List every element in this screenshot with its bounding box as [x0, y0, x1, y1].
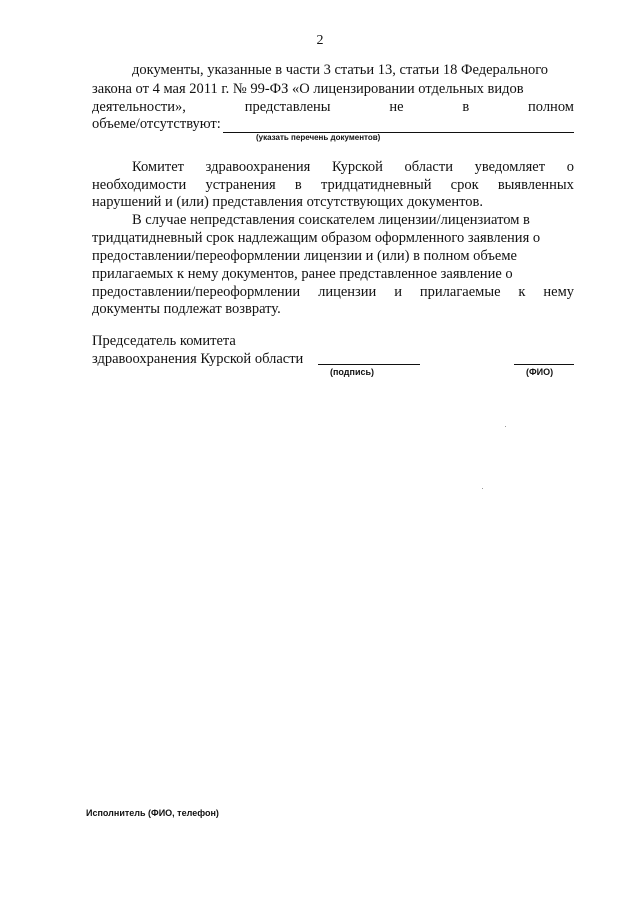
paragraph1-line3: [92, 98, 574, 116]
word: лицензии: [318, 284, 377, 300]
documents-field: [92, 115, 574, 133]
scan-speck: [482, 488, 483, 489]
name-blank-line[interactable]: [514, 364, 574, 365]
documents-blank-line[interactable]: [223, 118, 574, 133]
word: прилагаемые: [419, 284, 501, 300]
word: представлены: [244, 99, 331, 115]
word: необходимости: [92, 177, 187, 193]
paragraph2-line3: нарушений и (или) представления отсутствующих документов.: [92, 194, 483, 210]
page-number: 2: [316, 33, 324, 48]
text: закона от 4 мая 2011 г. № 99-ФЗ «О лицензировании отдельных видов: [92, 81, 524, 97]
word: о: [566, 159, 574, 175]
signature-caption: (подпись): [330, 367, 375, 377]
signer-title-line1: Председатель комитета: [92, 333, 236, 349]
word: в: [294, 177, 302, 193]
word: выявленных: [497, 177, 574, 193]
signer-title-line2: здравоохранения Курской области: [92, 351, 304, 367]
word: здравоохранения: [205, 159, 311, 175]
word: устранения: [205, 177, 276, 193]
word: в: [462, 99, 470, 115]
word: к: [518, 284, 526, 300]
word: нему: [543, 284, 574, 300]
paragraph3-line1: В случае непредставления соискателем лицензии/лицензиатом в: [132, 212, 530, 228]
word: полном: [528, 99, 574, 115]
paragraph3-line2: тридцатидневный срок надлежащим образом оформленного заявления о: [92, 230, 541, 246]
scan-speck: [505, 426, 506, 427]
documents-hint: (указать перечень документов): [256, 133, 381, 142]
executor-footer: Исполнитель (ФИО, телефон): [86, 808, 219, 818]
word: уведомляет: [474, 159, 546, 175]
signature-blank-line[interactable]: [318, 364, 420, 365]
word: деятельности»,: [92, 99, 186, 115]
paragraph1-line2: [92, 80, 574, 98]
word: тридцатидневный: [320, 177, 432, 193]
documents-field-label: объеме/отсутствуют:: [92, 116, 221, 132]
name-caption: (ФИО): [526, 367, 554, 377]
word: и: [394, 284, 402, 300]
paragraph2-line1: [132, 158, 574, 176]
word: Комитет: [132, 159, 184, 175]
text: документы, указанные в части 3 статьи 13, статьи 18 Федерального: [132, 62, 549, 78]
word: предоставлении/переоформлении: [92, 284, 301, 300]
paragraph2-line2: [92, 176, 574, 194]
word: срок: [450, 177, 479, 193]
paragraph3-line6: документы подлежат возврату.: [92, 301, 281, 317]
paragraph1-line1: [132, 61, 574, 79]
paragraph3-line5: [92, 283, 574, 301]
word: области: [404, 159, 453, 175]
word: Курской: [332, 159, 383, 175]
paragraph3-line4: прилагаемых к нему документов, ранее представленное заявление о: [92, 266, 513, 282]
word: не: [389, 99, 404, 115]
paragraph3-line3: предоставлении/переоформлении лицензии и (или) в полном объеме: [92, 248, 517, 264]
